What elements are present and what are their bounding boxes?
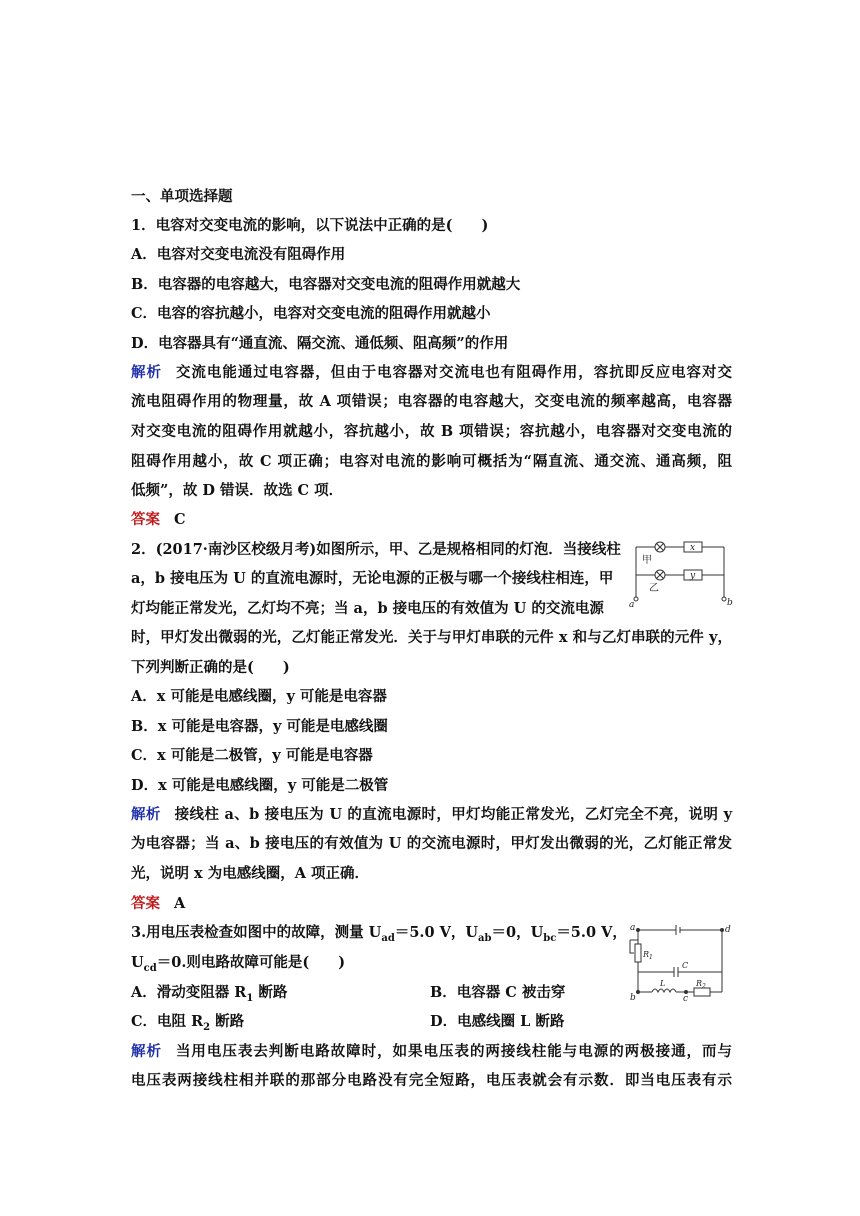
q3-r2-label: $R_2$ <box>696 979 706 990</box>
q2-analysis-line-2: 为电容器；当 a、b 接电压的有效值为 U 的交流电源时，甲灯发出微弱的光，乙灯能正常发 <box>131 835 732 852</box>
q3-option-d: D．电感线圈 L 断路 <box>430 1013 565 1030</box>
q3-node-d-label: d <box>725 925 731 935</box>
q2-box-x-label: x <box>690 543 696 553</box>
q1-answer-label: 答案 <box>131 511 160 528</box>
q1-analysis-label: 解析 <box>131 364 162 381</box>
q1-answer-value: C <box>174 511 186 528</box>
q2-analysis-line-3: 光，说明 x 为电感线圈，A 项正确． <box>131 865 370 882</box>
q3-circuit-figure <box>624 920 736 1002</box>
q2-stem-line-5: 下列判断正确的是( ) <box>131 659 290 676</box>
q3-node-b-label: b <box>630 993 636 1002</box>
q2-analysis-line-1: 解析 接线柱 a、b 接电压为 U 的直流电源时，甲灯均能正常发光，乙灯完全不亮，说明 y <box>131 806 733 823</box>
q1-stem: 1．电容对交变电流的影响，以下说法中正确的是( ) <box>131 217 489 234</box>
q2-circuit-diagram <box>626 535 738 607</box>
q1-analysis-line-3: 对交变电流的阻碍作用就越小，容抗越小，故 B 项错误；容抗越小，电容器对交变电流的 <box>131 423 732 440</box>
q2-terminal-b-label: b <box>727 598 733 607</box>
q1-option-c: C．电容的容抗越小，电容对交变电流的阻碍作用就越小 <box>131 305 491 322</box>
q3-analysis-line-2: 电压表两接线柱相并联的那部分电路没有完全短路，电压表就会有示数．即当电压表有示 <box>131 1072 732 1089</box>
q1-option-d: D．电容器具有“通直流、隔交流、通低频、阻高频”的作用 <box>131 335 509 352</box>
q1-answer <box>131 510 186 530</box>
q3-option-b: B．电容器 C 被击穿 <box>430 984 566 1001</box>
q2-lamp-jia-label: 甲 <box>642 555 652 566</box>
q2-stem-line-1: 2．(2017·南沙区校级月考)如图所示，甲、乙是规格相同的灯泡．当接线柱 <box>131 541 621 558</box>
q1-option-b: B．电容器的电容越大，电容器对交变电流的阻碍作用就越大 <box>131 276 521 293</box>
q2-stem-line-4: 时，甲灯发出微弱的光，乙灯能正常发光．关于与甲灯串联的元件 x 和与乙灯串联的元件 y， <box>131 629 732 646</box>
q2-answer-label: 答案 <box>131 895 160 912</box>
q2-option-d: D．x 可能是电感线圈，y 可能是二极管 <box>131 777 389 794</box>
q3-node-c-label: c <box>683 994 689 1002</box>
q2-box-y-label: y <box>690 571 696 581</box>
q2-terminal-a-label: a <box>629 600 635 607</box>
q2-answer-value: A <box>174 895 186 912</box>
q2-option-a: A．x 可能是电感线圈，y 可能是电容器 <box>131 688 387 705</box>
q2-stem-line-3: 灯均能正常发光，乙灯均不亮；当 a，b 接电压的有效值为 U 的交流电源 <box>131 600 604 617</box>
q3-r1-label: $R_1$ <box>643 950 653 961</box>
q1-analysis-line-1: 解析 交流电能通过电容器，但由于电容器对交流电也有阻碍作用，容抗即反应电容对交 <box>131 364 733 381</box>
q3-circuit-diagram <box>624 920 736 1002</box>
q3-stem-line-2: $U_{cd}=0$.则电路故障可能是( ) <box>131 954 346 974</box>
section-title: 一、单项选择题 <box>131 188 233 205</box>
q3-option-c: C．电阻 $R_2$ 断路 <box>131 1013 245 1033</box>
q1-analysis-line-4: 阻碍作用越小，故 C 项正确；电容对电流的影响可概括为“隔直流、通交流、通高频，阻 <box>131 453 732 470</box>
q2-answer <box>131 894 185 914</box>
q3-inductor-label: L <box>660 979 666 988</box>
q2-circuit-figure <box>626 535 738 607</box>
q3-analysis-line-1: 解析 当用电压表去判断电路故障时，如果电压表的两接线柱能与电源的两极接通，而与 <box>131 1043 733 1060</box>
q2-option-b: B．x 可能是电容器，y 可能是电感线圈 <box>131 718 388 735</box>
q1-option-a: A．电容对交变电流没有阻碍作用 <box>131 246 346 263</box>
q1-analysis-line-2: 流电阻碍作用的物理量，故 A 项错误；电容器的电容越大，交变电流的频率越高，电容器 <box>131 393 732 410</box>
q3-option-a: A．滑动变阻器 $R_1$ 断路 <box>131 984 288 1004</box>
q2-lamp-yi-label: 乙 <box>649 583 659 594</box>
q3-capacitor-label: C <box>682 961 689 970</box>
q3-node-a-label: a <box>630 923 636 933</box>
q3-stem-line-1: 3.用电压表检查如图中的故障，测量 $U_{ad}=5.0$ V，$U_{ab}=0$，$U_{bc}=5.0$ V， <box>131 924 627 944</box>
q2-stem-line-2: a，b 接电压为 U 的直流电源时，无论电源的正极与哪一个接线柱相连，甲 <box>131 570 614 587</box>
q3-analysis-label: 解析 <box>131 1043 162 1060</box>
q2-option-c: C．x 可能是二极管，y 可能是电容器 <box>131 747 373 764</box>
q1-analysis-line-5: 低频”，故 D 错误．故选 C 项． <box>131 482 344 499</box>
q2-analysis-label: 解析 <box>131 806 161 823</box>
